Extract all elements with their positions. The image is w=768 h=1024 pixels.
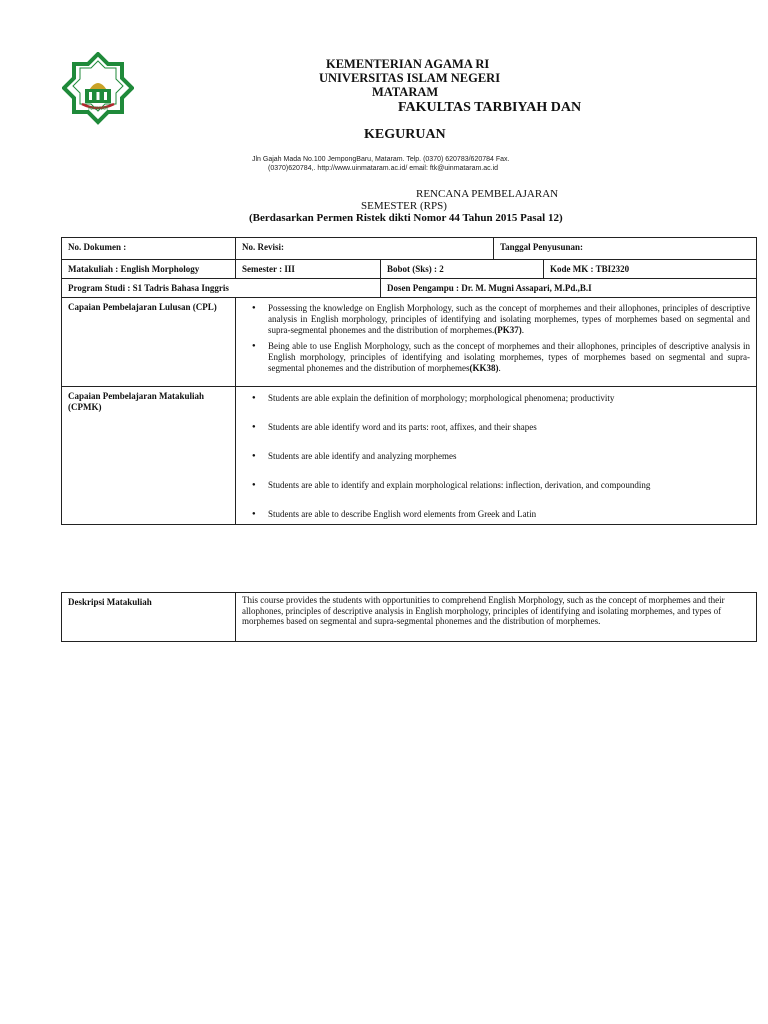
no-revisi-cell: No. Revisi: — [236, 238, 494, 260]
cpmk-item: ● Students are able to identify and explain morphological relations: inflection, derivation, and compounding — [242, 480, 750, 491]
cpmk-item: ● Students are able identify and analyzing morphemes — [242, 451, 750, 462]
bobot-cell: Bobot (Sks) : 2 — [381, 260, 544, 279]
university-title: UNIVERSITAS ISLAM NEGERI — [319, 71, 501, 85]
rps-title-2: SEMESTER (RPS) — [361, 200, 447, 212]
address-line-1: Jln Gajah Mada No.100 JempongBaru, Mataram. Telp. (0370) 620783/620784 Fax. — [252, 156, 510, 163]
kode-mk-cell: Kode MK : TBI2320 — [544, 260, 757, 279]
semester-cell: Semester : III — [236, 260, 381, 279]
cpmk-content — [236, 387, 757, 525]
faculty-title-cont: KEGURUAN — [364, 127, 446, 142]
cpl-item: ● Being able to use English Morphology, such as the concept of morphemes and their allophones, principles of descriptive analysis in English morphology, principles of identifying and isolating morphemes, types of morphemes based on segmental and supra-segmental phonemes and the distribution of morphemes(KK38). — [242, 341, 750, 374]
deskripsi-table — [61, 592, 757, 642]
ministry-title: KEMENTERIAN AGAMA RI — [326, 57, 490, 71]
program-studi-cell: Program Studi : S1 Tadris Bahasa Inggris — [62, 279, 381, 298]
rps-table — [61, 237, 757, 525]
no-dokumen-cell: No. Dokumen : — [62, 238, 236, 260]
logo-text: MATARAM — [88, 106, 108, 111]
rps-title-1: RENCANA PEMBELAJARAN — [416, 188, 559, 200]
matakuliah-cell: Matakuliah : English Morphology — [62, 260, 236, 279]
deskripsi-text: This course provides the students with opportunities to comprehend English Morphology, such as the concept of morphemes and their allophones, principles of descriptive analysis in English morphology, principles of identifying and isolating morphemes, and types of morphemes based on segmental and supra-segmental phonemes and the distribution of morphemes. — [236, 593, 757, 642]
cpl-label: Capaian Pembelajaran Lulusan (CPL) — [62, 298, 236, 387]
cpmk-item: ● Students are able to describe English word elements from Greek and Latin — [242, 509, 750, 520]
tanggal-cell: Tanggal Penyusunan: — [494, 238, 757, 260]
address-line-2: (0370)620784,. http://www.uinmataram.ac.id/ email: ftk@uinmataram.ac.id — [268, 165, 499, 172]
cpmk-label: Capaian Pembelajaran Matakuliah (CPMK) — [62, 387, 236, 525]
rps-subtitle: (Berdasarkan Permen Ristek dikti Nomor 44 Tahun 2015 Pasal 12) — [249, 212, 563, 224]
city-title: MATARAM — [372, 85, 439, 99]
faculty-title: FAKULTAS TARBIYAH DAN — [398, 100, 582, 115]
cpmk-item: ● Students are able identify word and its parts: root, affixes, and their shapes — [242, 422, 750, 433]
cpmk-item: ● Students are able explain the definition of morphology; morphological phenomena; productivity — [242, 393, 750, 404]
deskripsi-label: Deskripsi Matakuliah — [62, 593, 236, 642]
cpl-item: ● Possessing the knowledge on English Morphology, such as the concept of morphemes and their allophones, principles of descriptive analysis in English morphology, principles of identifying and isolating morphemes, types of morphemes based on segmental and supra-segmental phonemes and the distribution of morphemes.(PK37). — [242, 303, 750, 336]
dosen-cell: Dosen Pengampu : Dr. M. Mugni Assapari, M.Pd.,B.I — [381, 279, 757, 298]
university-logo — [62, 52, 134, 128]
cpl-content — [236, 298, 757, 387]
